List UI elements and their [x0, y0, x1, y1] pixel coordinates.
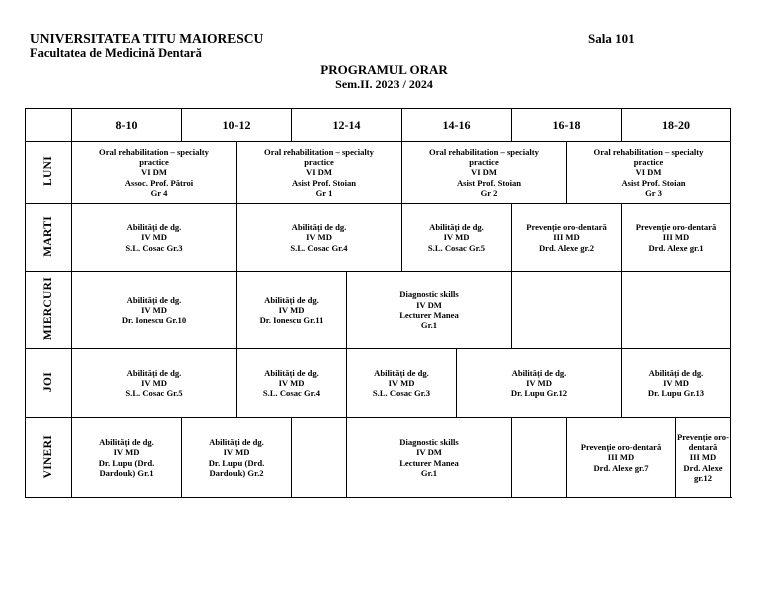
group-label: Gr.1 [420, 320, 438, 331]
room-label: Sala 101 [588, 31, 635, 46]
class-cell [402, 142, 567, 204]
header-left [30, 31, 263, 61]
day-cell [26, 418, 72, 498]
class-cell [622, 349, 731, 418]
study-year: VI DM [305, 167, 333, 178]
teacher-group: S.L. Cosac Gr.3 [372, 388, 431, 399]
teacher-group: Drd. Alexe gr.2 [538, 242, 595, 253]
class-cell [676, 418, 731, 498]
class-cell [237, 142, 402, 204]
course-name-cont: practice [469, 157, 499, 168]
group-label: Gr 2 [480, 187, 498, 198]
study-year: IV MD [306, 232, 332, 243]
study-year: IV DM [416, 299, 442, 310]
course-name: Abilități de dg. [126, 294, 182, 305]
day-cell [26, 204, 72, 272]
teacher-group: S.L. Cosac Gr.5 [125, 388, 183, 399]
page-title: PROGRAMUL ORAR [320, 62, 448, 77]
day-label: MIERCURI [42, 277, 55, 341]
group-label: Gr 1 [315, 187, 333, 198]
course-name: Prevenție oro-dentară [635, 222, 717, 233]
teacher-group: Dr. Lupu Gr.12 [510, 388, 568, 399]
teacher-name: Dr. Lupu (Drd. [98, 457, 155, 468]
course-name: Abilități de dg. [511, 367, 567, 378]
course-name: Prevenție oro-dentară [580, 442, 662, 453]
study-year: III MD [553, 232, 580, 243]
study-year: IV MD [388, 377, 415, 388]
teacher-group: S.L. Cosac Gr.5 [427, 242, 486, 253]
teacher-name: Lecturer Manea [399, 457, 459, 468]
teacher-group: Dr. Ionescu Gr.10 [121, 315, 187, 326]
course-name: Oral rehabilitation – specialty [264, 146, 374, 157]
time-slot-header: 12-14 [292, 109, 402, 142]
study-year: VI DM [635, 167, 662, 178]
day-row-joi [26, 349, 731, 418]
course-name: Prevenție oro-dentară [677, 431, 729, 453]
time-slot-header: 16-18 [512, 109, 622, 142]
course-name: Diagnostic skills [399, 436, 459, 447]
course-name: Abilități de dg. [126, 367, 182, 378]
course-name: Oral rehabilitation – specialty [99, 146, 209, 157]
study-year: VI DM [140, 167, 168, 178]
class-cell [347, 272, 512, 349]
corner-cell [26, 109, 72, 142]
class-cell [72, 204, 237, 272]
university-name: UNIVERSITATEA TITU MAIORESCU [30, 31, 264, 46]
course-name: Abilități de dg. [99, 436, 154, 447]
course-name: Abilități de dg. [291, 222, 347, 233]
class-cell [622, 204, 731, 272]
time-slot-header: 14-16 [402, 109, 512, 142]
teacher-group: S.L. Cosac Gr.4 [262, 388, 321, 399]
study-year: IV MD [141, 232, 167, 243]
empty-cell [512, 272, 622, 349]
class-cell [402, 204, 512, 272]
day-row-marti [26, 204, 731, 272]
study-year: IV MD [141, 304, 167, 315]
course-name: Abilități de dg. [126, 222, 182, 233]
class-cell [72, 272, 237, 349]
study-year: IV MD [141, 377, 167, 388]
class-cell [512, 204, 622, 272]
course-name: Abilități de dg. [429, 222, 484, 233]
teacher-group: Dr. Lupu Gr.13 [647, 388, 705, 399]
course-name-cont: practice [304, 157, 334, 168]
class-cell [347, 349, 457, 418]
semester-label: Sem.II. 2023 / 2024 [335, 77, 433, 91]
study-year: IV MD [443, 232, 470, 243]
day-row-miercuri [26, 272, 731, 349]
course-name: Abilități de dg. [264, 367, 319, 378]
schedule-table [25, 108, 731, 498]
empty-cell [292, 418, 347, 498]
class-cell [72, 142, 237, 204]
day-row-luni [26, 142, 731, 204]
teacher-name: Lecturer Manea [399, 310, 459, 320]
study-year: IV DM [416, 447, 442, 458]
time-slot-header: 10-12 [182, 109, 292, 142]
course-name-cont: practice [633, 157, 664, 168]
course-name: Oral rehabilitation – specialty [593, 146, 704, 157]
course-name: Oral rehabilitation – specialty [429, 146, 539, 157]
study-year: IV MD [113, 447, 140, 458]
teacher-group: Dardouk) Gr.2 [209, 467, 264, 478]
course-name-cont: practice [139, 157, 169, 168]
teacher-name: Asist Prof. Stoian [291, 177, 357, 188]
day-cell [26, 272, 72, 349]
class-cell [567, 418, 676, 498]
teacher-name: Assoc. Prof. Pătroi [124, 177, 194, 188]
group-label: Gr 3 [645, 187, 662, 198]
teacher-group-row [567, 178, 730, 199]
teacher-name: Dr. Lupu (Drd. [208, 457, 265, 468]
class-cell [567, 142, 731, 204]
header-row [26, 109, 731, 142]
empty-cell [622, 272, 731, 349]
empty-cell [512, 418, 567, 498]
study-year: VI DM [470, 167, 498, 178]
teacher-group: Drd. Alexe gr.7 [593, 462, 649, 473]
study-year: III MD [662, 232, 690, 243]
day-cell [26, 349, 72, 418]
day-cell [26, 142, 72, 204]
day-label: LUNI [42, 156, 55, 187]
day-row-vineri [26, 418, 731, 498]
title-block [0, 62, 768, 92]
teacher-name: Asist Prof. Stoian [621, 177, 686, 188]
class-cell [237, 349, 347, 418]
course-name: Abilități de dg. [209, 436, 264, 447]
day-label: MARTI [42, 215, 55, 257]
course-name: Abilități de dg. [648, 367, 704, 378]
course-name: Abilități de dg. [374, 367, 429, 378]
faculty-name: Facultatea de Medicină Dentară [30, 46, 202, 60]
teacher-group: Drd. Alexe gr.12 [683, 462, 723, 483]
day-label: JOI [42, 371, 55, 392]
day-label: VINERI [42, 434, 55, 479]
study-year: III MD [689, 452, 717, 463]
teacher-name: Asist Prof. Stoian [456, 177, 522, 188]
class-cell [237, 204, 402, 272]
group-label: Gr 4 [150, 187, 168, 198]
class-cell [72, 418, 182, 498]
study-year: IV MD [278, 377, 305, 388]
class-cell [347, 418, 512, 498]
study-year: IV MD [278, 304, 305, 315]
course-name: Diagnostic skills [399, 289, 459, 300]
teacher-group-row [402, 178, 566, 199]
study-year: III MD [607, 452, 635, 463]
study-year: IV MD [663, 377, 689, 388]
study-year: IV MD [526, 377, 552, 388]
class-cell [72, 349, 237, 418]
class-cell [237, 272, 347, 349]
teacher-group: Dardouk) Gr.1 [99, 467, 154, 478]
time-slot-header: 8-10 [72, 109, 182, 142]
group-label: Gr.1 [420, 467, 438, 478]
teacher-group: S.L. Cosac Gr.4 [290, 242, 348, 253]
course-name: Abilități de dg. [264, 294, 319, 305]
time-slot-header: 18-20 [622, 109, 731, 142]
class-cell [457, 349, 622, 418]
teacher-group: Drd. Alexe gr.1 [648, 242, 704, 253]
class-cell [182, 418, 292, 498]
teacher-group-row [347, 310, 511, 331]
teacher-group: Dr. Ionescu Gr.11 [259, 315, 324, 326]
teacher-group-row [237, 178, 401, 199]
study-year: IV MD [223, 447, 250, 458]
teacher-group: S.L. Cosac Gr.3 [125, 242, 183, 253]
course-name: Prevenție oro-dentară [526, 222, 607, 233]
teacher-group-row [72, 178, 236, 199]
